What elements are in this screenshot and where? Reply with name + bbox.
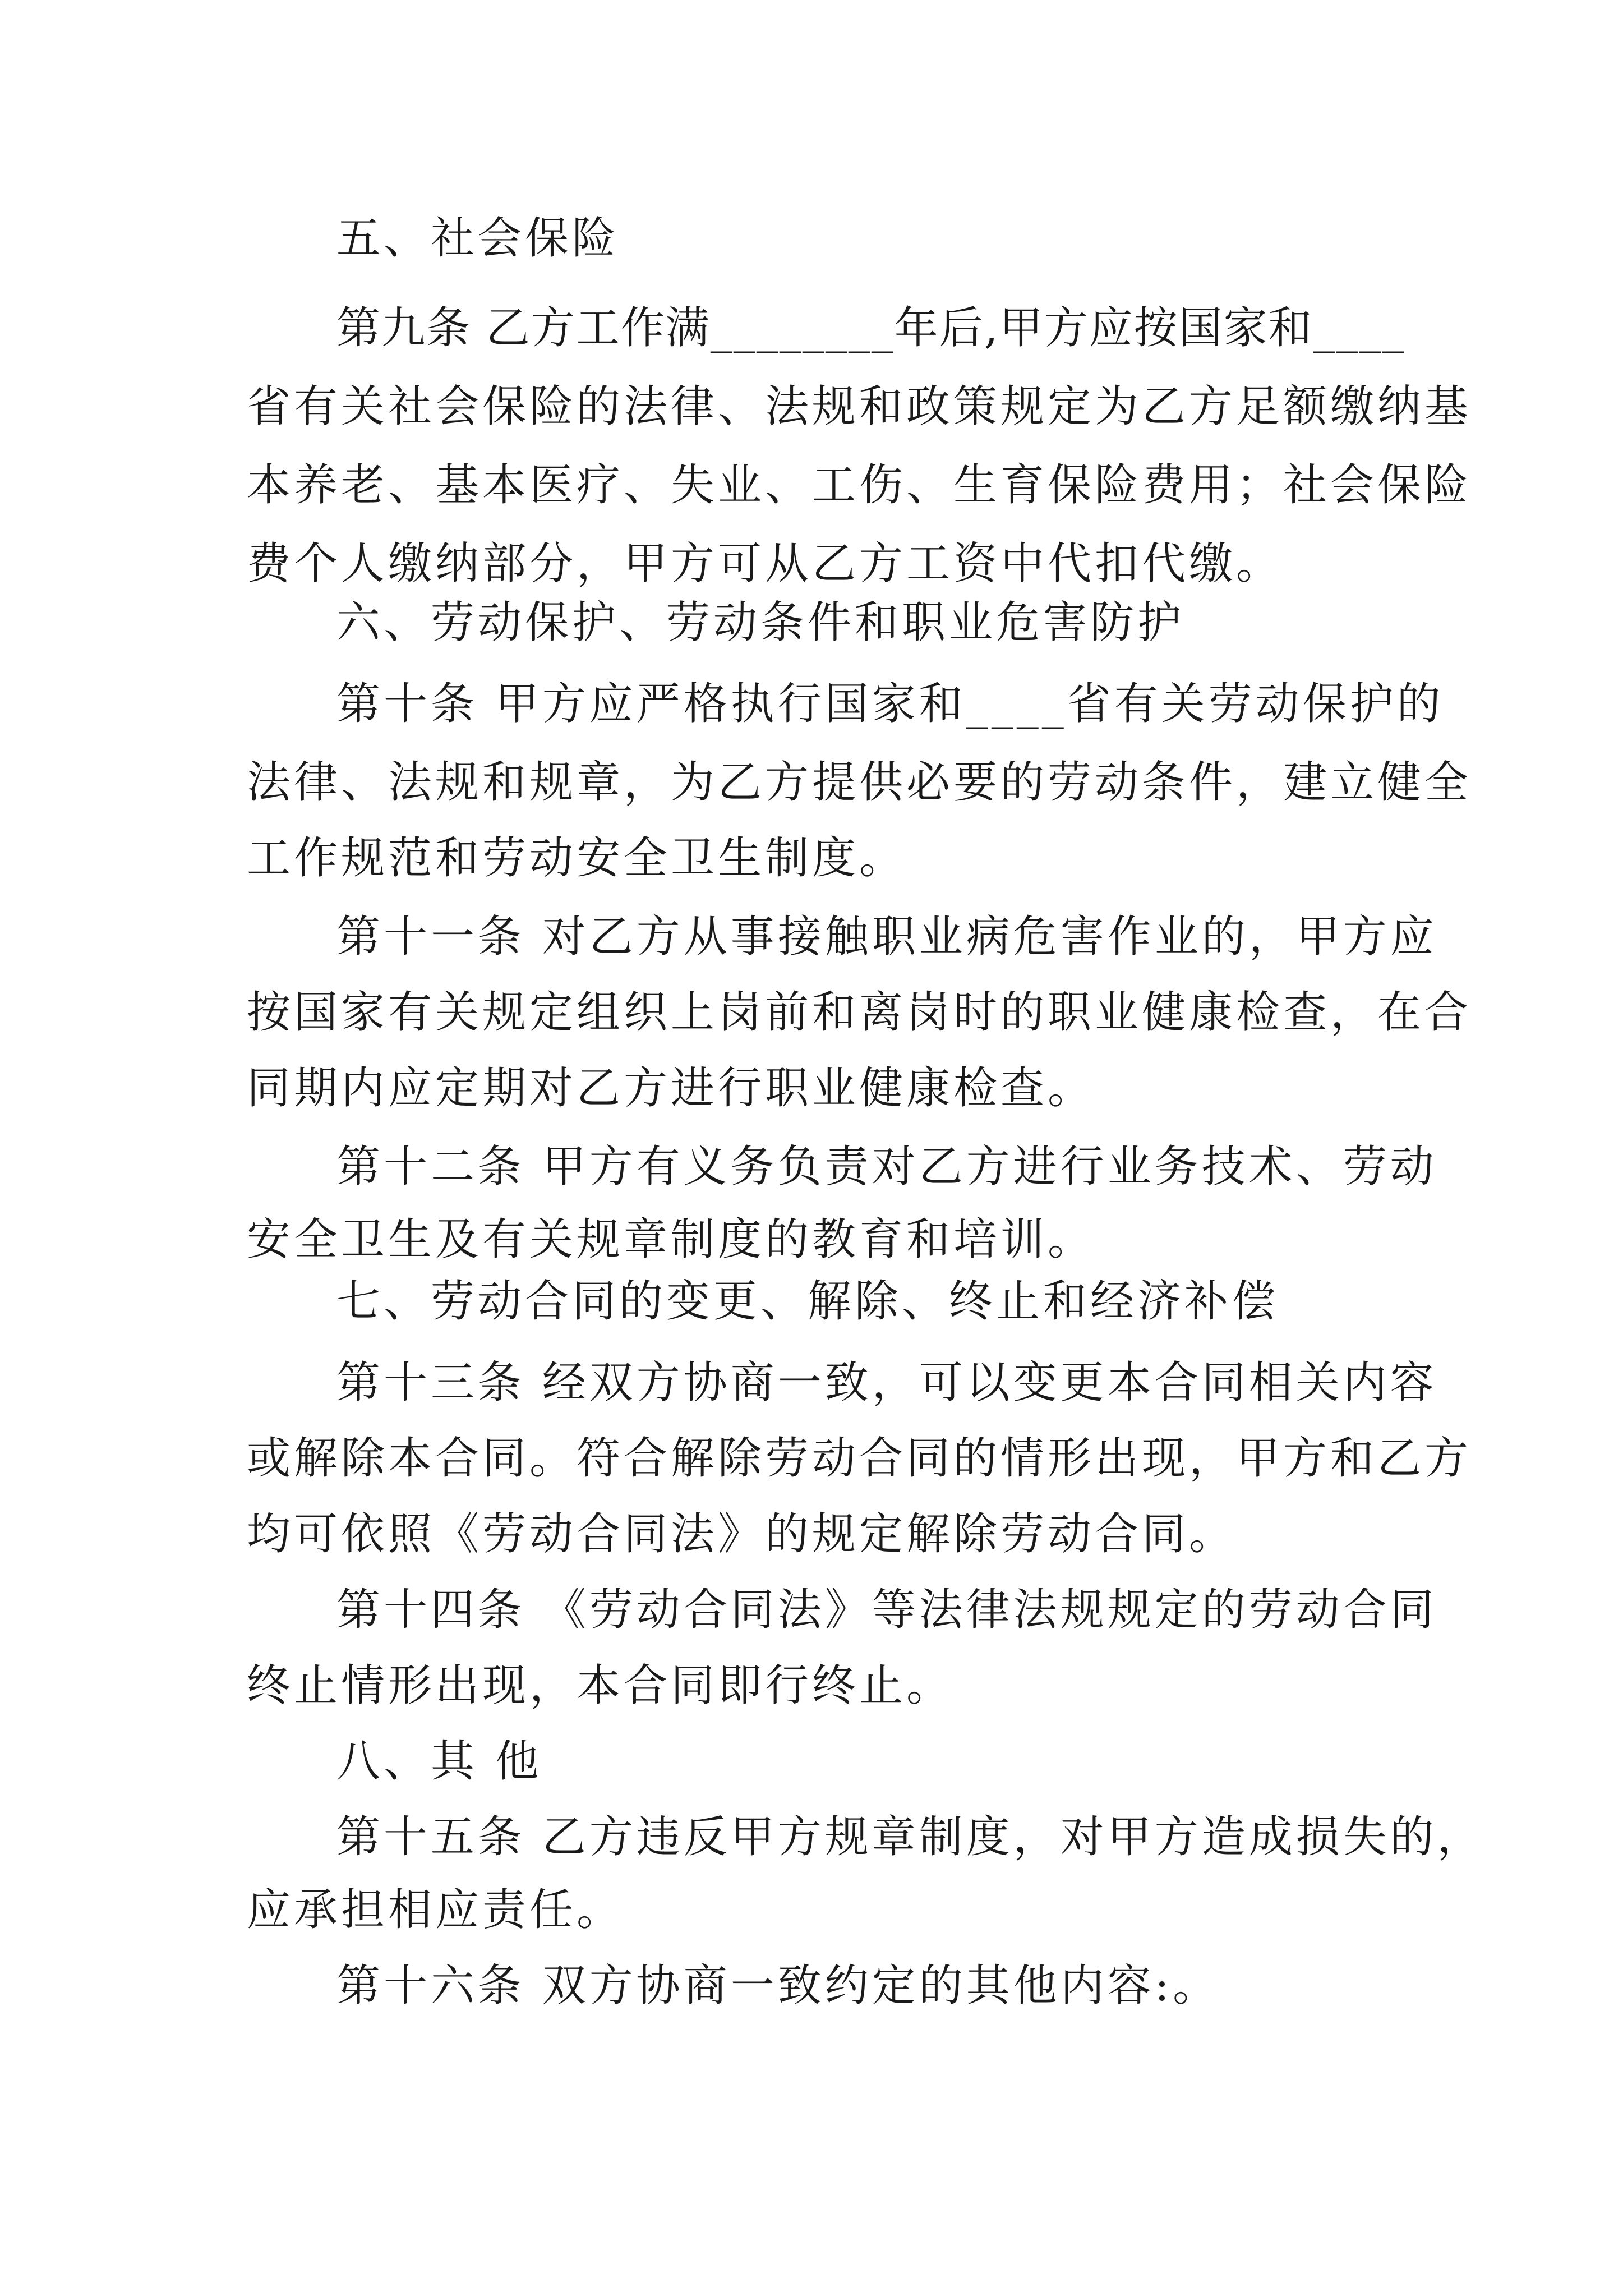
article-10-line-1: 第十条 甲方应严格执行国家和____省有关劳动保护的 bbox=[336, 679, 1444, 729]
article-10-line-3: 工作规范和劳动安全卫生制度。 bbox=[247, 833, 907, 884]
article-12-line-1: 第十二条 甲方有义务负责对乙方进行业务技术、劳动 bbox=[336, 1142, 1437, 1192]
article-13-line-1: 第十三条 经双方协商一致，可以变更本合同相关内容 bbox=[336, 1358, 1437, 1408]
section-heading-labor-protection: 六、劳动保护、劳动条件和职业危害防护 bbox=[336, 597, 1185, 648]
section-heading-contract-changes: 七、劳动合同的变更、解除、终止和经济补偿 bbox=[336, 1276, 1279, 1327]
article-15-line-1: 第十五条 乙方违反甲方规章制度，对甲方造成损失的， bbox=[336, 1812, 1484, 1862]
article-14-line-2: 终止情形出现，本合同即行终止。 bbox=[247, 1660, 954, 1711]
article-9-line-2: 省有关社会保险的法律、法规和政策规定为乙方足额缴纳基 bbox=[247, 381, 1472, 432]
article-14-line-1: 第十四条 《劳动合同法》等法律法规规定的劳动合同 bbox=[336, 1585, 1437, 1635]
article-13-line-2: 或解除本合同。符合解除劳动合同的情形出现，甲方和乙方 bbox=[247, 1433, 1472, 1484]
section-heading-social-insurance: 五、社会保险 bbox=[336, 213, 620, 264]
article-13-line-3: 均可依照《劳动合同法》的规定解除劳动合同。 bbox=[247, 1509, 1237, 1559]
article-9-line-1: 第九条 乙方工作满________年后,甲方应按国家和____ bbox=[336, 303, 1405, 353]
article-11-line-3: 同期内应定期对乙方进行职业健康检查。 bbox=[247, 1063, 1095, 1114]
article-9-line-4: 费个人缴纳部分，甲方可从乙方工资中代扣代缴。 bbox=[247, 539, 1284, 589]
section-heading-other: 八、其 他 bbox=[336, 1736, 542, 1787]
article-12-line-2: 安全卫生及有关规章制度的教育和培训。 bbox=[247, 1214, 1095, 1265]
article-11-line-1: 第十一条 对乙方从事接触职业病危害作业的，甲方应 bbox=[336, 912, 1437, 962]
article-10-line-2: 法律、法规和规章，为乙方提供必要的劳动条件，建立健全 bbox=[247, 757, 1472, 808]
article-16-line-1: 第十六条 双方协商一致约定的其他内容:。 bbox=[336, 1961, 1220, 2011]
article-9-line-3: 本养老、基本医疗、失业、工伤、生育保险费用；社会保险 bbox=[247, 460, 1472, 510]
article-15-line-2: 应承担相应责任。 bbox=[247, 1885, 624, 1935]
article-11-line-2: 按国家有关规定组织上岗前和离岗时的职业健康检查，在合 bbox=[247, 987, 1472, 1038]
